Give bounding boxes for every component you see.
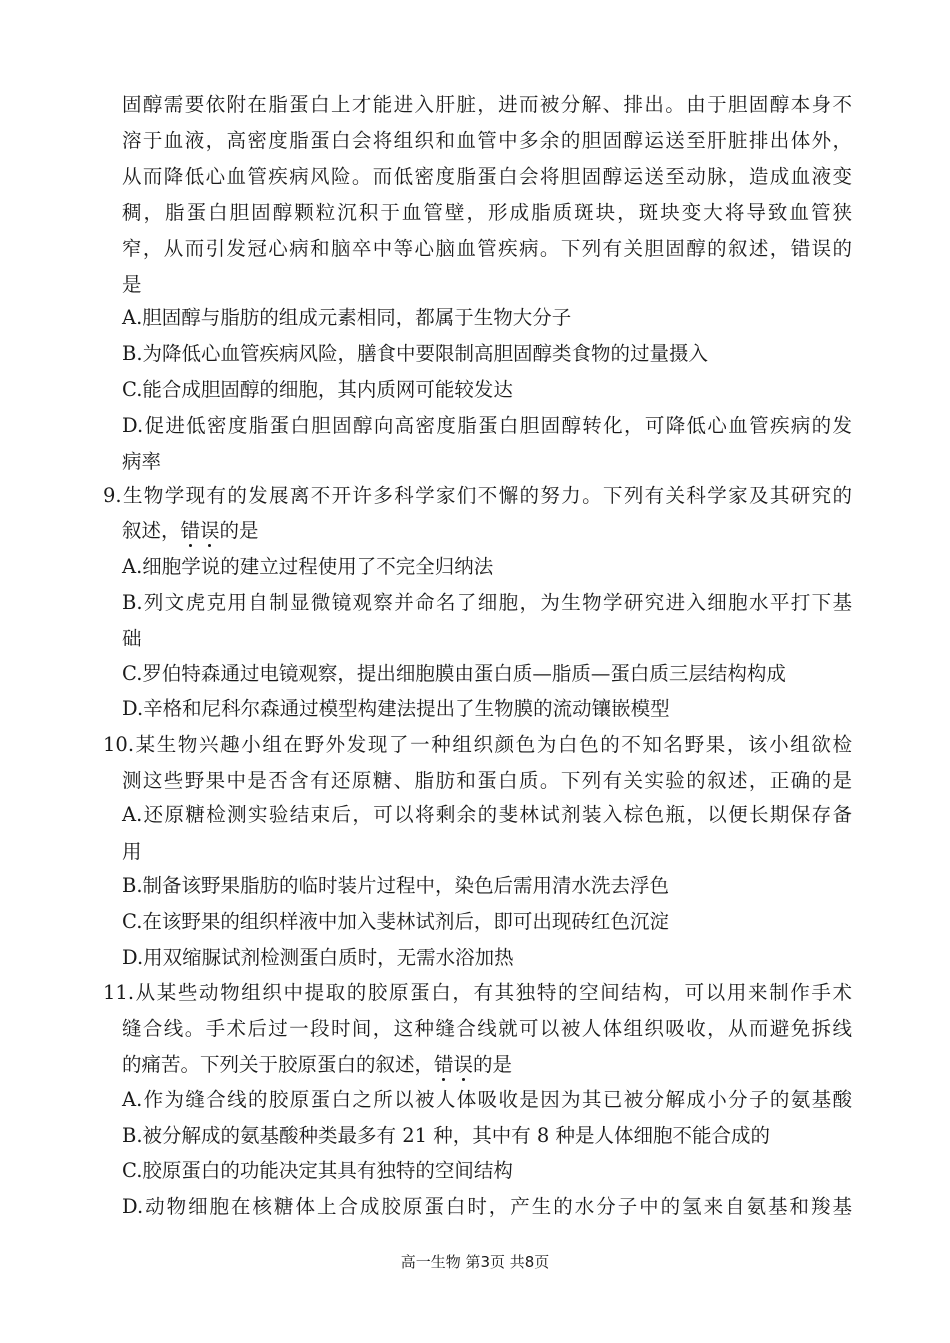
q9-emphasis-char-2: 误: [200, 519, 220, 542]
q9-option-d: D.辛格和尼科尔森通过模型构建法提出了生物膜的流动镶嵌模型: [122, 697, 670, 720]
q10-option-b: B.制备该野果脂肪的临时装片过程中，染色后需用清水洗去浮色: [122, 874, 670, 897]
q9-stem-line-1: 9.生物学现有的发展离不开许多科学家们不懈的努力。下列有关科学家及其研究的: [103, 484, 852, 507]
q11-emphasis-char-1: 错: [434, 1053, 454, 1076]
q10-stem-line-2: 测这些野果中是否含有还原糖、脂肪和蛋白质。下列有关实验的叙述，正确的是: [122, 769, 852, 792]
q8-option-b: B.为降低心血管疾病风险，膳食中要限制高胆固醇类食物的过量摄入: [122, 342, 709, 365]
q8-option-c: C.能合成胆固醇的细胞，其内质网可能较发达: [122, 378, 513, 401]
q8-stem-line-4: 稠，脂蛋白胆固醇颗粒沉积于血管壁，形成脂质斑块，斑块变大将导致血管狭: [122, 201, 852, 224]
q11-stem-line-2: 缝合线。手术后过一段时间，这种缝合线就可以被人体组织吸收，从而避免拆线: [122, 1017, 852, 1040]
q9-option-c: C.罗伯特森通过电镜观察，提出细胞膜由蛋白质—脂质—蛋白质三层结构构成: [122, 662, 786, 685]
q9-option-b-line-2: 础: [122, 627, 142, 650]
q10-option-a-line-2: 用: [122, 840, 142, 863]
q11-stem-line-3: [122, 1047, 852, 1083]
q11-option-b: B.被分解成的氨基酸种类最多有 21 种，其中有 8 种是人体细胞不能合成的: [122, 1124, 771, 1147]
q8-stem-line-3: 从而降低心血管疾病风险。而低密度脂蛋白会将胆固醇运送至动脉，造成血液变: [122, 165, 852, 188]
q9-stem-line-2: [122, 513, 852, 549]
q8-option-a: A.胆固醇与脂肪的组成元素相同，都属于生物大分子: [122, 306, 572, 329]
q11-emphasis-char-2: 误: [453, 1053, 474, 1076]
q8-option-d-line-2: 病率: [122, 450, 162, 473]
q11-option-d: D.动物细胞在核糖体上合成胶原蛋白时，产生的水分子中的氢来自氨基和羧基: [122, 1195, 852, 1218]
q11-option-a: A.作为缝合线的胶原蛋白之所以被人体吸收是因为其已被分解成小分子的氨基酸: [122, 1088, 852, 1111]
q11-option-c: C.胶原蛋白的功能决定其具有独特的空间结构: [122, 1159, 513, 1182]
page-footer: 高一生物 第3页 共8页: [400, 1253, 550, 1271]
q9-emphasis-char-1: 错: [180, 519, 201, 542]
q9-option-b-line-1: B.列文虎克用自制显微镜观察并命名了细胞，为生物学研究进入细胞水平打下基: [122, 591, 852, 614]
q10-option-d: D.用双缩脲试剂检测蛋白质时，无需水浴加热: [122, 946, 514, 969]
q9-stem-tail: 的是: [219, 519, 259, 542]
q11-stem-text: 的痛苦。下列关于胶原蛋白的叙述，: [122, 1053, 435, 1076]
q8-stem-line-2: 溶于血液，高密度脂蛋白会将组织和血管中多余的胆固醇运送至肝脏排出体外，: [122, 129, 852, 152]
q8-option-d-line-1: D.促进低密度脂蛋白胆固醇向高密度脂蛋白胆固醇转化，可降低心血管疾病的发: [122, 414, 852, 437]
q8-stem-line-1: 固醇需要依附在脂蛋白上才能进入肝脏，进而被分解、排出。由于胆固醇本身不: [122, 93, 852, 116]
q9-option-a: A.细胞学说的建立过程使用了不完全归纳法: [122, 555, 494, 578]
q9-stem-text: 叙述，: [122, 519, 181, 542]
q8-stem-line-5: 窄，从而引发冠心病和脑卒中等心脑血管疾病。下列有关胆固醇的叙述，错误的: [122, 237, 852, 260]
q8-stem-line-6: 是: [122, 273, 142, 296]
q10-stem-line-1: 10.某生物兴趣小组在野外发现了一种组织颜色为白色的不知名野果，该小组欲检: [103, 733, 852, 756]
q10-option-a-line-1: A.还原糖检测实验结束后，可以将剩余的斐林试剂装入棕色瓶，以便长期保存备: [122, 803, 852, 826]
q11-stem-line-1: 11.从某些动物组织中提取的胶原蛋白，有其独特的空间结构，可以用来制作手术: [103, 981, 852, 1004]
q10-option-c: C.在该野果的组织样液中加入斐林试剂后，即可出现砖红色沉淀: [122, 910, 669, 933]
q11-stem-tail: 的是: [473, 1053, 513, 1076]
